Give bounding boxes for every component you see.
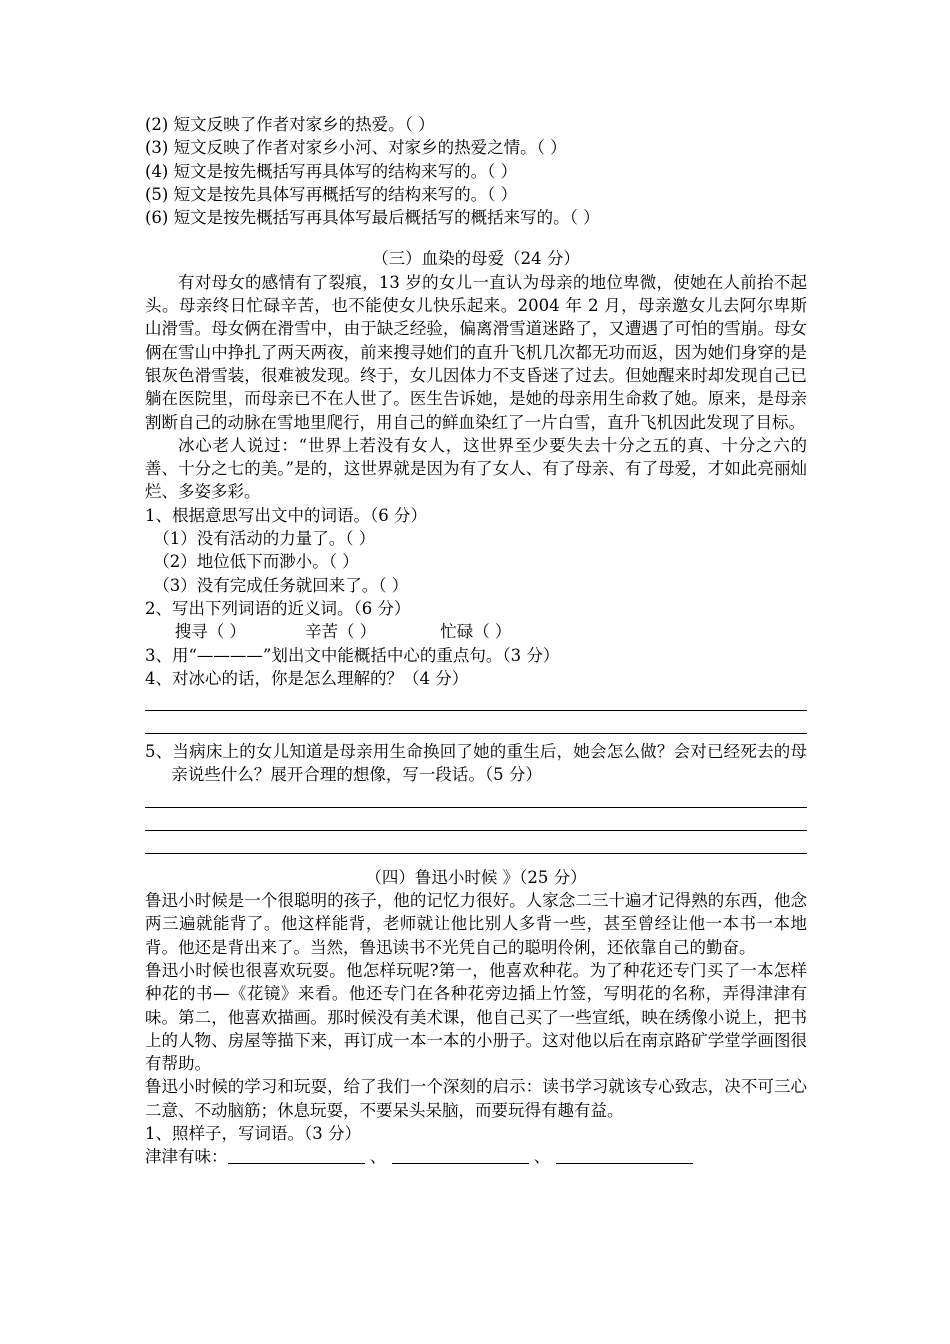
passage-paragraph: 有对母女的感情有了裂痕，13 岁的女儿一直认为母亲的地位卑微，使她在人前抬不起头。母亲终日忙碌辛苦，也不能使女儿快乐起来。2004 年 2 月，母亲邀女儿去阿尔卑斯山滑雪。母女俩在滑雪中，由于缺乏经验，偏离滑雪道迷路了，又遭遇了可怕的雪崩。母女俩在雪山中挣扎了两天两夜，前来搜寻她们的直升飞机几次都无功而返，因为她们身穿的是银灰色滑雪装，很难被发现。终于，女儿因体力不支昏迷了过去。但她醒来时却发现自己已躺在医院里，而母亲已不在人世了。医生告诉她，是她的母亲用生命救了她。原来，是母亲割断自己的动脉在雪地里爬行，用自己的鲜血染红了一片白雪，直升飞机因此发现了目标。 <box>145 272 807 432</box>
synonym-item: 忙碌（ ） <box>440 622 512 642</box>
answer-blank[interactable] <box>392 1148 529 1164</box>
question-item: （2）地位低下而渺小。（ ） <box>153 552 359 572</box>
answer-line[interactable] <box>145 711 807 734</box>
separator: 、 <box>369 1147 387 1167</box>
synonym-item: 搜寻（ ） <box>174 622 246 642</box>
question-heading: 1、照样子，写词语。（3 分） <box>145 1123 361 1143</box>
answer-blank[interactable] <box>228 1148 365 1164</box>
synonym-row <box>145 620 807 643</box>
passage-paragraph: 鲁迅小时候也很喜欢玩耍。他怎样玩呢?第一，他喜欢种花。为了种花还专门买了一本怎样种花的书—《花镜》来看。他还专门在各种花旁边插上竹签，写明花的名称，弄得津津有味。第二，他喜欢描画。那时候没有美术课，他自己买了一些宣纸，映在绣像小说上，把书上的人物、房屋等描下来，再订成一本一本的小册子。这对他以后在南京路矿学堂学画图很有帮助。 <box>145 960 807 1074</box>
answer-line[interactable] <box>145 831 807 854</box>
section2-items <box>145 113 807 229</box>
answer-blank[interactable] <box>556 1148 693 1164</box>
question-item: (3) 短文反映了作者对家乡小河、对家乡的热爱之情。（ ） <box>145 138 567 158</box>
section-title: （三）血染的母爱（24 分） <box>372 249 580 269</box>
synonym-item: 辛苦（ ） <box>304 622 377 642</box>
question-item: (6) 短文是按先概括写再具体写最后概括写的概括来写的。（ ） <box>145 208 600 228</box>
section-title: （四）鲁迅小时候 》（25 分） <box>365 867 587 887</box>
example-word: 津津有味： <box>145 1147 228 1167</box>
passage-paragraph: 鲁迅小时候是一个很聪明的孩子，他的记忆力很好。人家念二三十遍才记得熟的东西，他念两三遍就能背了。他这样能背，老师就让他比别人多背一些，甚至曾经让他一本书一本地背。他还是背出来了。当然，鲁迅读书不光凭自己的聪明伶俐，还依靠自己的勤奋。 <box>145 891 807 957</box>
question-heading: 2、写出下列词语的近义词。（6 分） <box>145 598 411 618</box>
question-heading: 4、对冰心的话，你是怎么理解的？（4 分） <box>145 668 469 688</box>
answer-line[interactable] <box>145 787 807 808</box>
question-heading: 5、当病床上的女儿知道是母亲用生命换回了她的重生后，她会怎么做？会对已经死去的母亲说些什么？展开合理的想像，写一段话。（5 分） <box>145 742 807 785</box>
passage-paragraph: 鲁迅小时候的学习和玩耍，给了我们一个深刻的启示：读书学习就该专心致志，决不可三心二意、不动脑筋；休息玩耍，不要呆头呆脑，而要玩得有趣有益。 <box>145 1077 807 1120</box>
question-heading: 3、用“————”划出文中能概括中心的重点句。（3 分） <box>145 645 560 665</box>
separator: 、 <box>533 1147 551 1167</box>
question-item: (2) 短文反映了作者对家乡的热爱。（ ） <box>145 115 435 134</box>
question-heading: 1、根据意思写出文中的词语。（6 分） <box>145 505 427 525</box>
question-item: (4) 短文是按先概括写再具体写的结构来写的。（ ） <box>145 161 518 181</box>
passage-paragraph: 冰心老人说过：“世界上若没有女人，这世界至少要失去十分之五的真、十分之六的善、十分之七的美。”是的，这世界就是因为有了女人、有了母亲、有了母爱，才如此亮丽灿烂、多姿多彩。 <box>145 435 807 502</box>
question-item: （1）没有活动的力量了。（ ） <box>153 529 376 549</box>
exam-page <box>145 113 807 1169</box>
question-item: （3）没有完成任务就回来了。（ ） <box>153 575 409 595</box>
answer-line[interactable] <box>145 690 807 711</box>
word-blanks-row <box>145 1145 807 1168</box>
section4 <box>145 866 807 1169</box>
question-item: (5) 短文是按先具体写再概括写的结构来写的。（ ） <box>145 184 518 204</box>
answer-line[interactable] <box>145 808 807 831</box>
section3 <box>145 247 807 853</box>
